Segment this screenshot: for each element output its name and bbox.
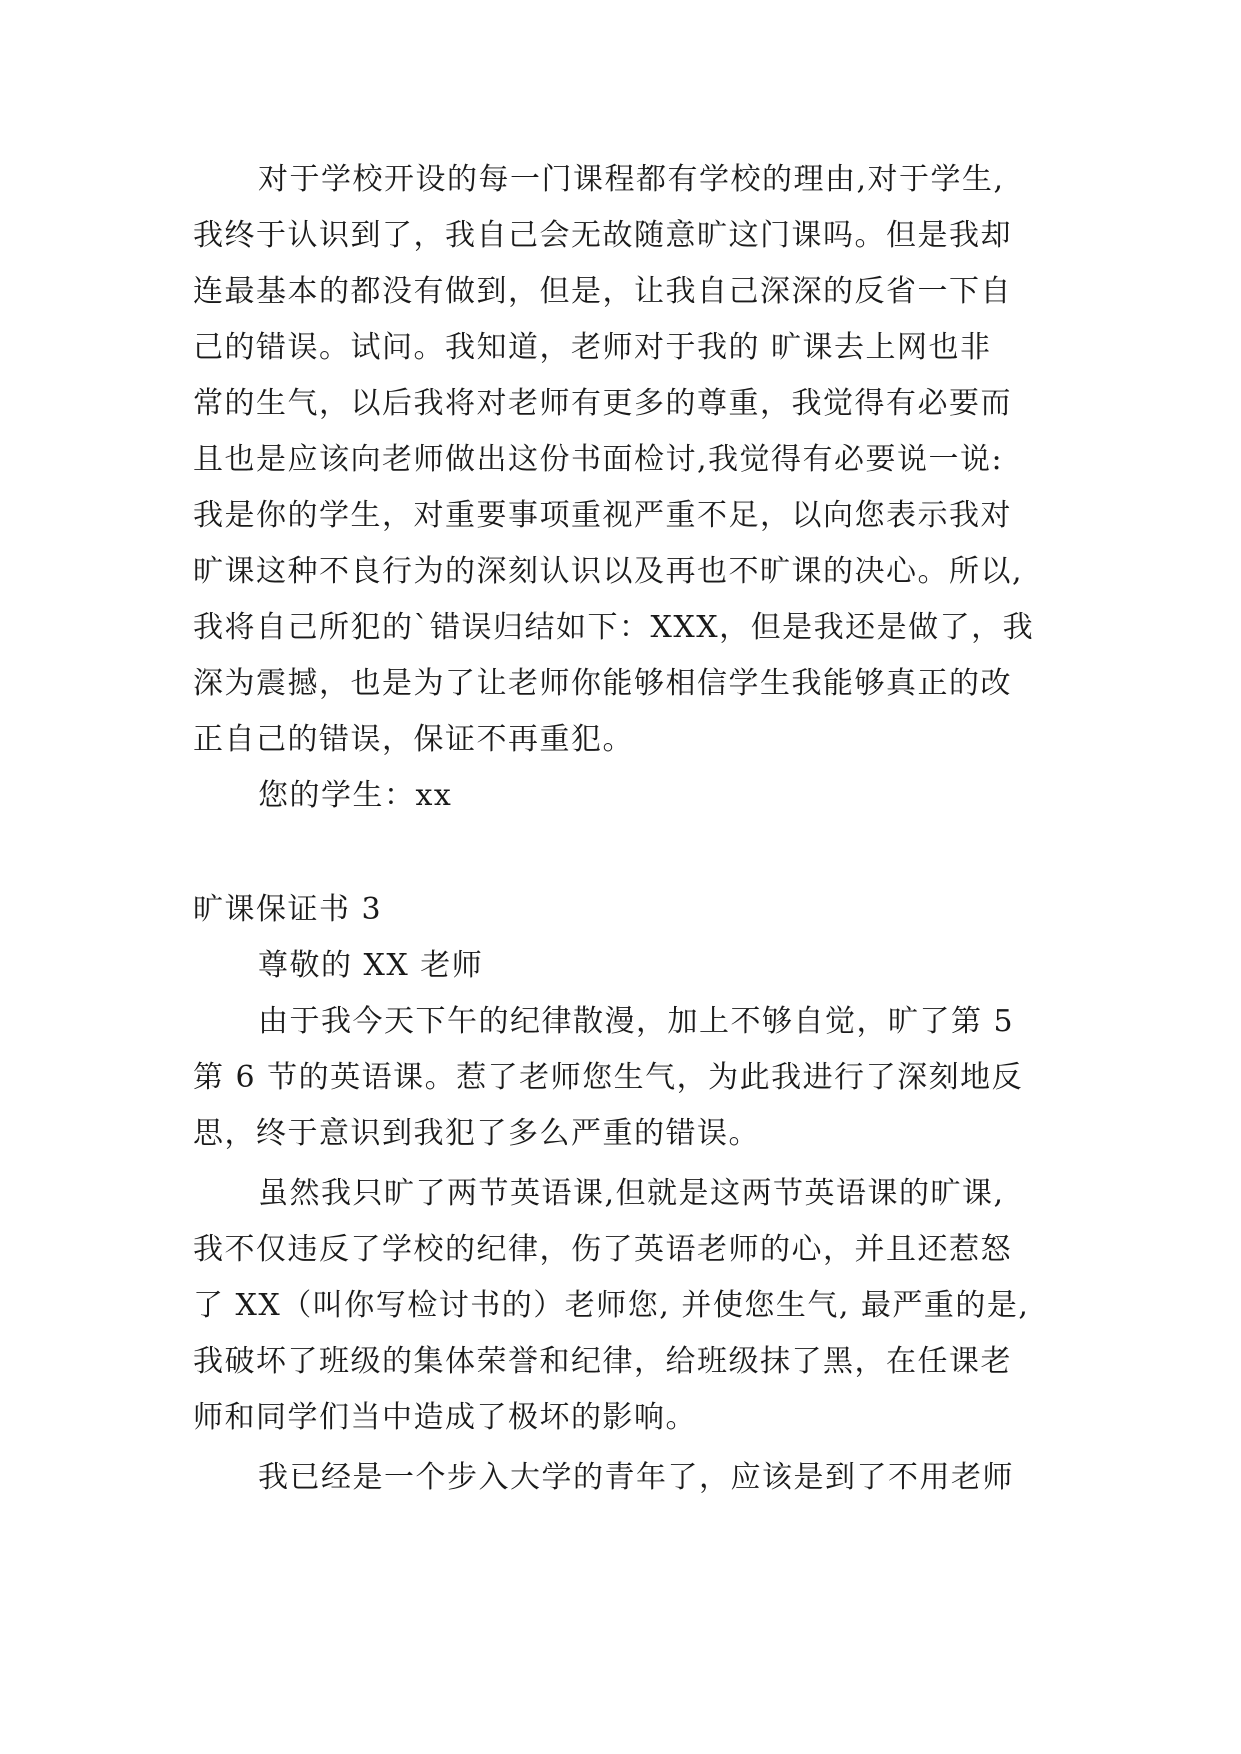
body-line: 由于我今天下午的纪律散漫，加上不够自觉，旷了第 5	[258, 1004, 1015, 1039]
body-line: 我将自己所犯的`错误归结如下：XXX，但是我还是做了，我	[193, 610, 1035, 645]
body-line: 正自己的错误，保证不再重犯。	[193, 722, 634, 757]
body-line: 深为震撼，也是为了让老师你能够相信学生我能够真正的改	[193, 666, 1012, 701]
body-line: 己的错误。试问。我知道，老师对于我的 旷课去上网也非	[193, 330, 992, 365]
body-line: 对于学校开设的每一门课程都有学校的理由,对于学生,	[258, 162, 1005, 197]
signature-line: 您的学生：xx	[258, 778, 453, 813]
body-line: 我已经是一个步入大学的青年了，应该是到了不用老师	[258, 1460, 1014, 1495]
body-line: 常的生气，以后我将对老师有更多的尊重，我觉得有必要而	[193, 386, 1012, 421]
body-line: 师和同学们当中造成了极坏的影响。	[193, 1400, 697, 1435]
body-line: 思，终于意识到我犯了多么严重的错误。	[193, 1116, 760, 1151]
body-line: 第 6 节的英语课。惹了老师您生气，为此我进行了深刻地反	[193, 1060, 1024, 1095]
body-line: 旷课这种不良行为的深刻认识以及再也不旷课的决心。所以,	[193, 554, 1024, 589]
body-line: 虽然我只旷了两节英语课,但就是这两节英语课的旷课,	[258, 1176, 1005, 1211]
body-line: 且也是应该向老师做出这份书面检讨,我觉得有必要说一说:	[193, 442, 1004, 477]
body-line: 我破坏了班级的集体荣誉和纪律，给班级抹了黑，在任课老	[193, 1344, 1012, 1379]
body-line: 我是你的学生，对重要事项重视严重不足，以向您表示我对	[193, 498, 1012, 533]
body-line: 连最基本的都没有做到，但是，让我自己深深的反省一下自	[193, 274, 1012, 309]
body-line: 了 XX（叫你写检讨书的）老师您, 并使您生气, 最严重的是,	[193, 1288, 1030, 1323]
section-title: 旷课保证书 3	[193, 892, 383, 927]
body-line: 我不仅违反了学校的纪律，伤了英语老师的心，并且还惹怒	[193, 1232, 1012, 1267]
body-line: 我终于认识到了，我自己会无故随意旷这门课吗。但是我却	[193, 218, 1012, 253]
salutation: 尊敬的 XX 老师	[258, 948, 484, 983]
